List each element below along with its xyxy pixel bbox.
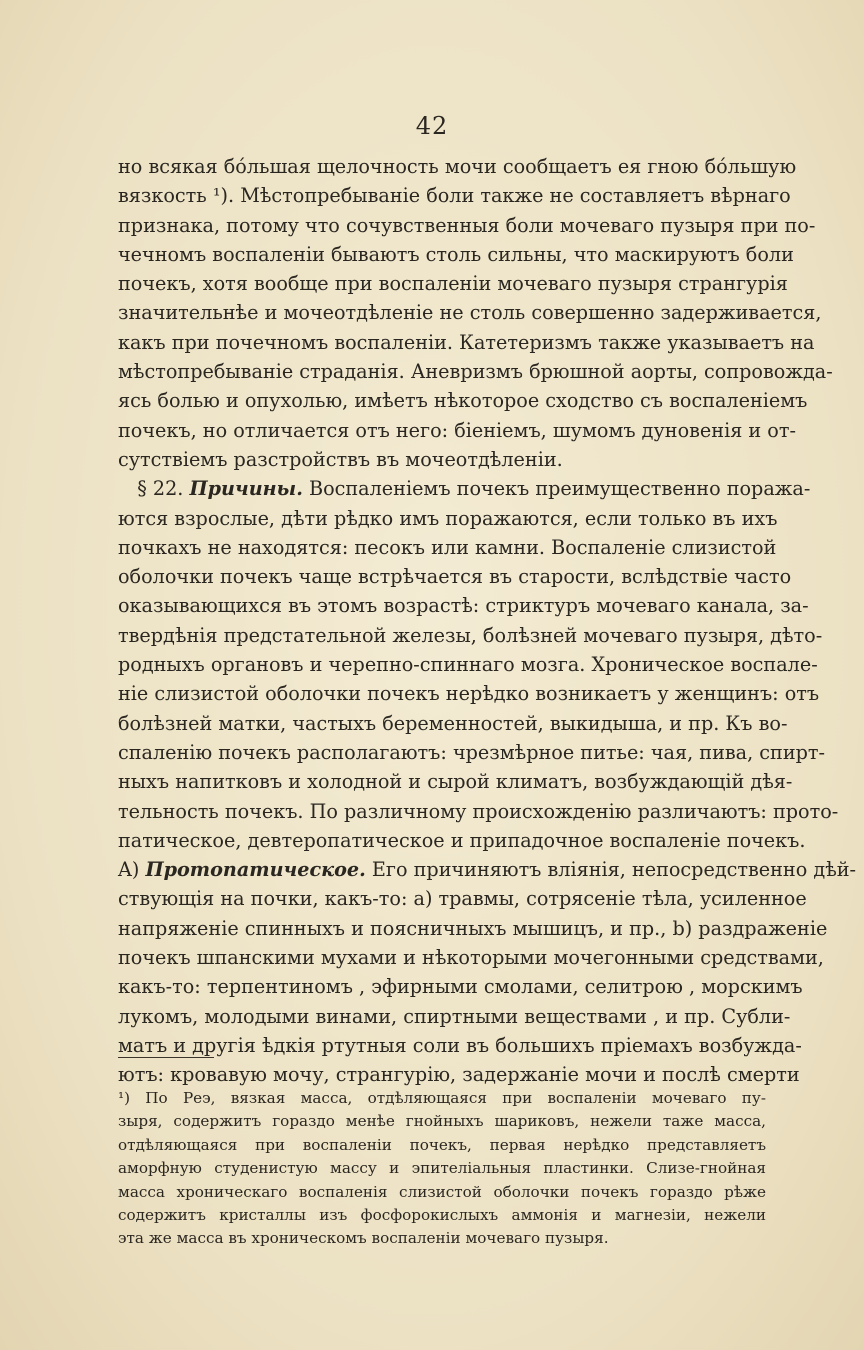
main-text	[118, 152, 857, 1090]
text-line: болѣзней матки, частыхъ беременностей, выкидыша, и пр. Къ во-	[118, 711, 788, 735]
text-line: матъ и другія ѣдкія ртутныя соли въ большихъ пріемахъ возбужда-	[118, 1033, 802, 1057]
text-line: патическое, девтеропатическое и припадочное воспаленіе почекъ.	[118, 828, 806, 852]
text-line: сутствіемъ разстройствъ въ мочеотдѣленіи.	[118, 447, 563, 471]
text-line: тельность почекъ. По различному происхожденію различаютъ: прото-	[118, 799, 839, 823]
text-line: лукомъ, молодыми винами, спиртными веществами , и пр. Субли-	[118, 1004, 791, 1028]
text-line: какъ при почечномъ воспаленіи. Катетеризмъ также указываетъ на	[118, 330, 815, 354]
text-line: почекъ шпанскими мухами и нѣкоторыми мочегонными средствами,	[118, 946, 824, 970]
text-line: спаленію почекъ располагаютъ: чрезмѣрное питье: чая, пива, спирт-	[118, 740, 826, 764]
subsection-label: A)	[118, 858, 140, 882]
text-line: вязкость ¹). Мѣстопребываніе боли также не составляетъ вѣрнаго	[118, 184, 791, 208]
section-title: Причины.	[189, 477, 303, 501]
footnote	[118, 1087, 766, 1251]
subsection-title: Протопатическое.	[145, 858, 366, 882]
footnote-line: эта же масса въ хроническомъ воспаленіи мочеваго пузыря.	[118, 1229, 609, 1248]
text-line: значительнѣе и мочеотдѣленіе не столь совершенно задерживается,	[118, 301, 822, 325]
text-line: ясь болью и опухолью, имѣетъ нѣкоторое сходство съ воспаленіемъ	[118, 389, 808, 413]
text-line: ютъ: кровавую мочу, странгурію, задержаніе мочи и послѣ смерти	[118, 1063, 800, 1087]
subsection-heading-line	[118, 855, 857, 884]
text-line: твердѣнія предстательной железы, болѣзней мочеваго пузыря, дѣто-	[118, 623, 823, 647]
section-text: Воспаленіемъ почекъ преимущественно поража-	[308, 477, 811, 501]
section-number: § 22.	[137, 477, 184, 501]
footnote-line: зыря, содержитъ гораздо менѣе гнойныхъ шариковъ, нежели таже масса,	[118, 1112, 766, 1131]
text-line: родныхъ органовъ и черепно-спиннаго мозга. Хроническое воспале-	[118, 653, 818, 677]
text-line: почекъ, хотя вообще при воспаленіи мочеваго пузыря странгурія	[118, 272, 788, 296]
footnote-line: аморфную студенистую массу и эпителіальныя пластинки. Слизе-гнойная	[118, 1159, 766, 1178]
text-line: ніе слизистой оболочки почекъ нерѣдко возникаетъ у женщинъ: отъ	[118, 682, 820, 706]
footnote-divider	[118, 1057, 214, 1058]
text-line: ствующія на почки, какъ-то: а) травмы, сотрясеніе тѣла, усиленное	[118, 887, 807, 911]
text-line: почекъ, но отличается отъ него: біеніемъ, шумомъ дуновенія и от-	[118, 418, 796, 442]
text-line: ются взрослые, дѣти рѣдко имъ поражаются, если только въ ихъ	[118, 506, 778, 530]
footnote-line: ¹) По Реэ, вязкая масса, отдѣляющаяся при воспаленіи мочеваго пу-	[118, 1089, 766, 1107]
text-line: напряженіе спинныхъ и поясничныхъ мышицъ, и пр., b) раздраженіе	[118, 916, 828, 940]
footnote-line: содержитъ кристаллы изъ фосфорокислыхъ аммонія и магнезіи, нежели	[118, 1205, 766, 1224]
text-line: почкахъ не находятся: песокъ или камни. Воспаленіе слизистой	[118, 535, 777, 559]
text-line: оказывающихся въ этомъ возрастѣ: стриктуръ мочеваго канала, за-	[118, 594, 809, 618]
section-heading-line	[118, 474, 811, 503]
text-line: чечномъ воспаленіи бываютъ столь сильны, что маскируютъ боли	[118, 242, 794, 266]
footnote-line: отдѣляющаяся при воспаленіи почекъ, первая нерѣдко представляетъ	[118, 1135, 766, 1154]
page-number: 42	[415, 112, 449, 140]
text-line: мѣстопребываніе страданія. Аневризмъ брюшной аорты, сопровожда-	[118, 360, 833, 384]
text-line: оболочки почекъ чаще встрѣчается въ старости, вслѣдствіе часто	[118, 565, 792, 589]
text-line: какъ-то: терпентиномъ , эфирными смолами, селитрою , морскимъ	[118, 975, 803, 999]
footnote-line: масса хроническаго воспаленія слизистой оболочки почекъ гораздо рѣже	[118, 1182, 766, 1201]
text-line: но всякая бо́льшая щелочность мочи сообщаетъ ея гною бо́льшую	[118, 155, 797, 178]
text-line: ныхъ напитковъ и холодной и сырой климатъ, возбуждающій дѣя-	[118, 770, 793, 794]
subsection-text: Его причиняютъ вліянія, непосредственно дѣй-	[371, 858, 857, 882]
text-line: признака, потому что сочувственныя боли мочеваго пузыря при по-	[118, 213, 816, 237]
